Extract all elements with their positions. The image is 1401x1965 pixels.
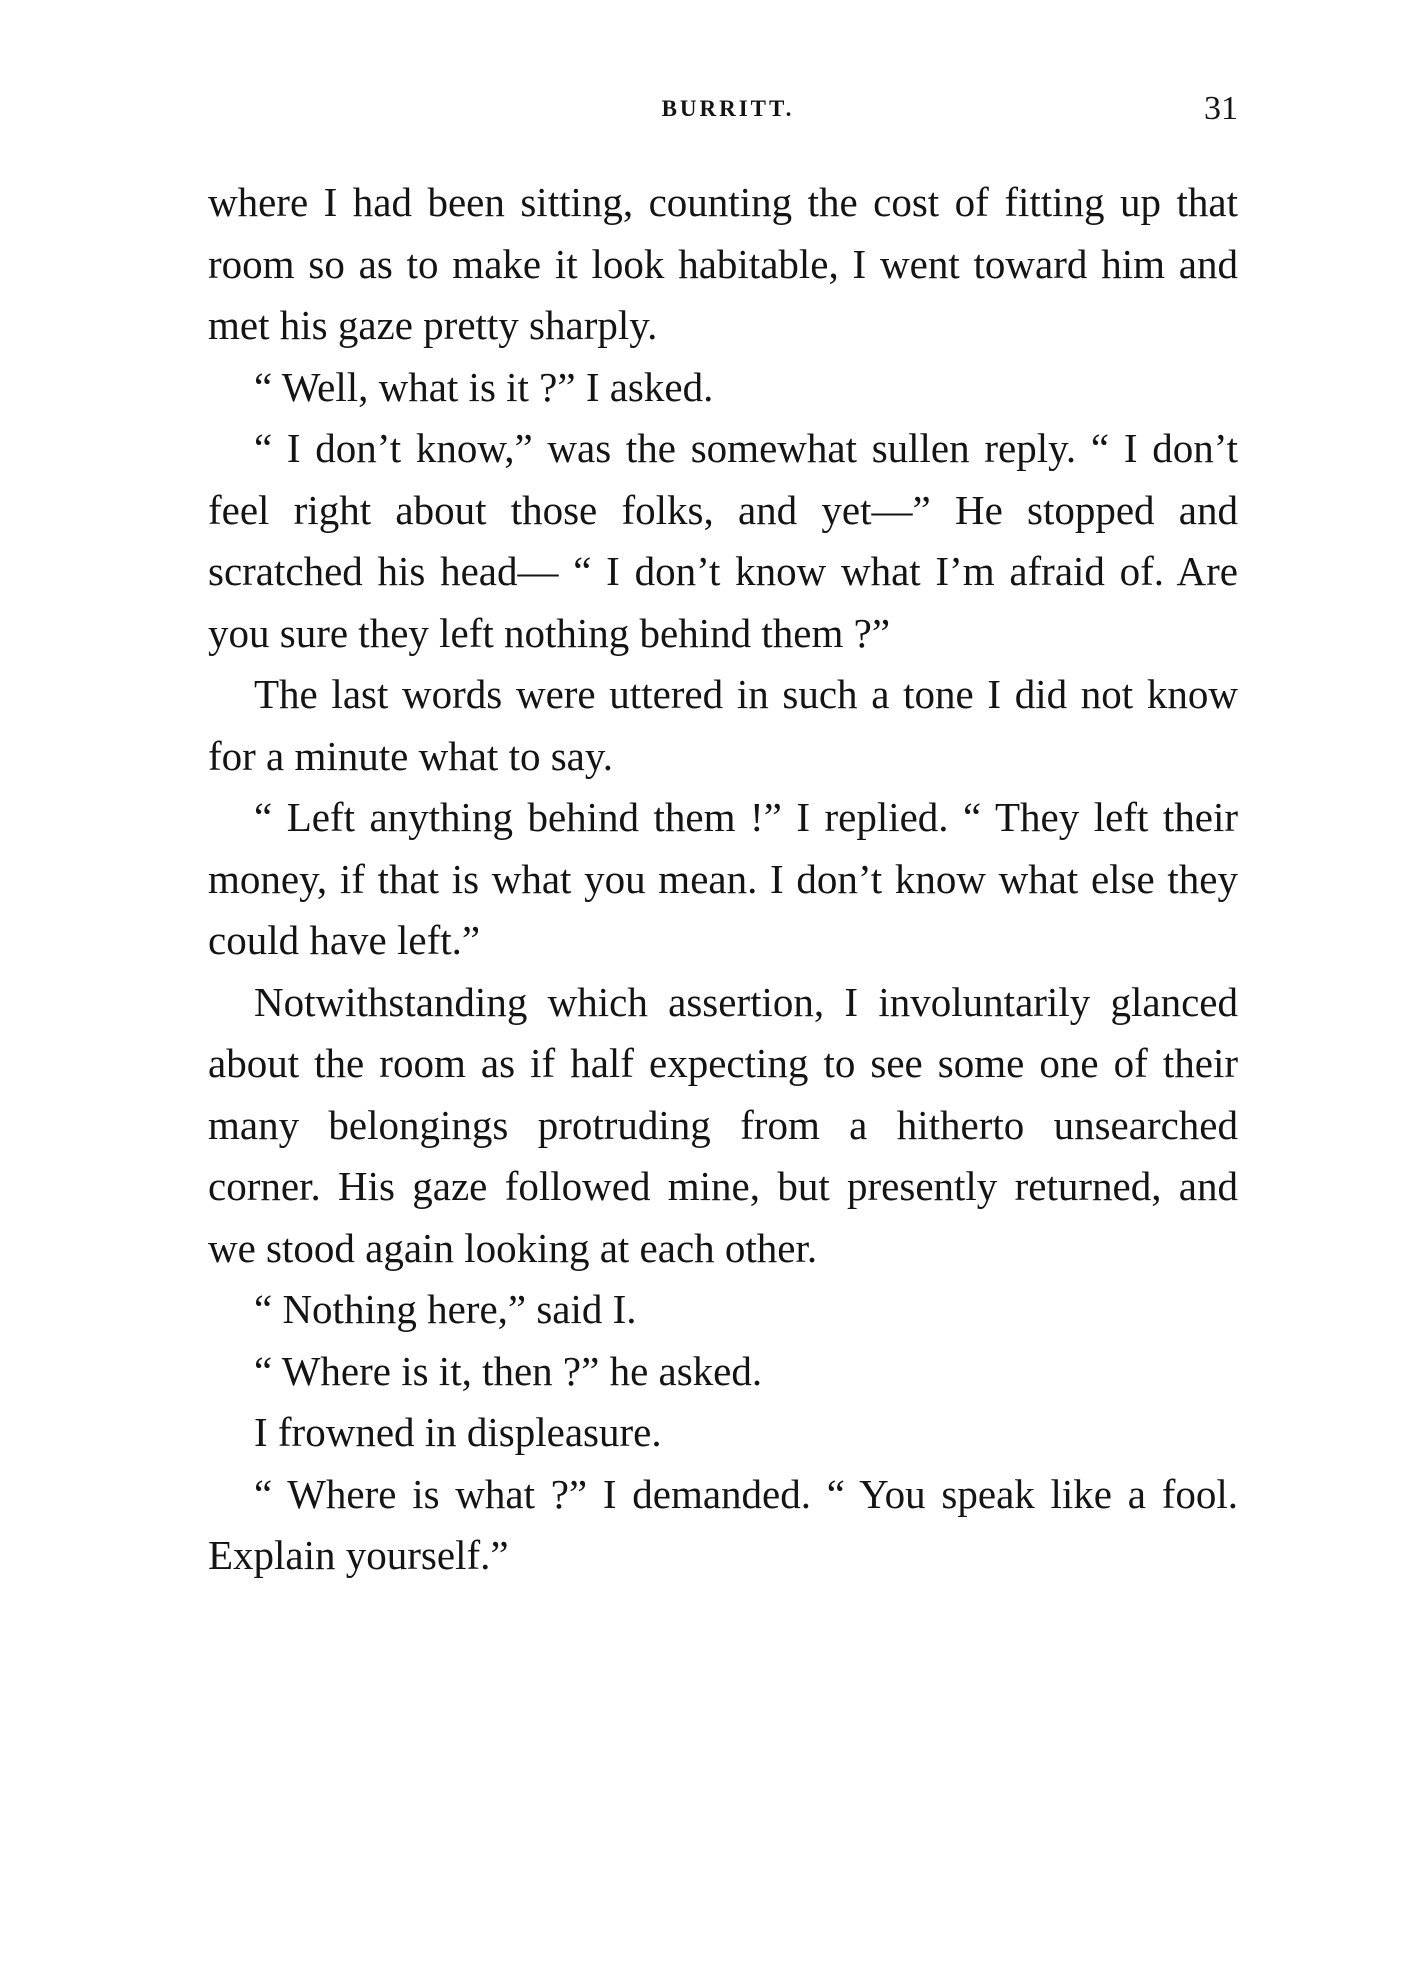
- running-title: BURRITT.: [661, 96, 795, 121]
- paragraph: “ Where is it, then ?” he asked.: [254, 1347, 763, 1394]
- paragraph: “ Well, what is it ?” I asked.: [254, 363, 714, 410]
- paragraph-continuation: where I had been sitting, counting the cost of fitting up that room so as to make it look habitable, I went toward him and met his gaze pretty sharply.: [208, 179, 1238, 348]
- running-head: [208, 90, 1238, 136]
- paragraph: “ Left anything behind them !” I replied. “ They left their money, if that is what you mean. I don’t know what else they could have left.”: [208, 794, 1238, 963]
- paragraph: The last words were uttered in such a tone I did not know for a minute what to say.: [208, 671, 1238, 779]
- page-number: 31: [1204, 90, 1238, 127]
- paragraph: “ I don’t know,” was the somewhat sullen reply. “ I don’t feel right about those folks, and yet—” He stopped and scratched his head— “ I don’t know what I’m afraid of. Are you sure they left nothing behind them ?”: [208, 425, 1238, 656]
- paragraph: Notwithstanding which assertion, I involuntarily glanced about the room as if half expecting to see some one of their many belongings protruding from a hitherto unsearched corner. His gaze followed mine, but presently returned, and we stood again looking at each other.: [208, 978, 1238, 1271]
- body-text: [208, 172, 1238, 1587]
- paragraph: “ Where is what ?” I demanded. “ You speak like a fool. Explain yourself.”: [208, 1470, 1238, 1578]
- paragraph: I frowned in displeasure.: [254, 1409, 662, 1455]
- paragraph: “ Nothing here,” said I.: [254, 1286, 637, 1332]
